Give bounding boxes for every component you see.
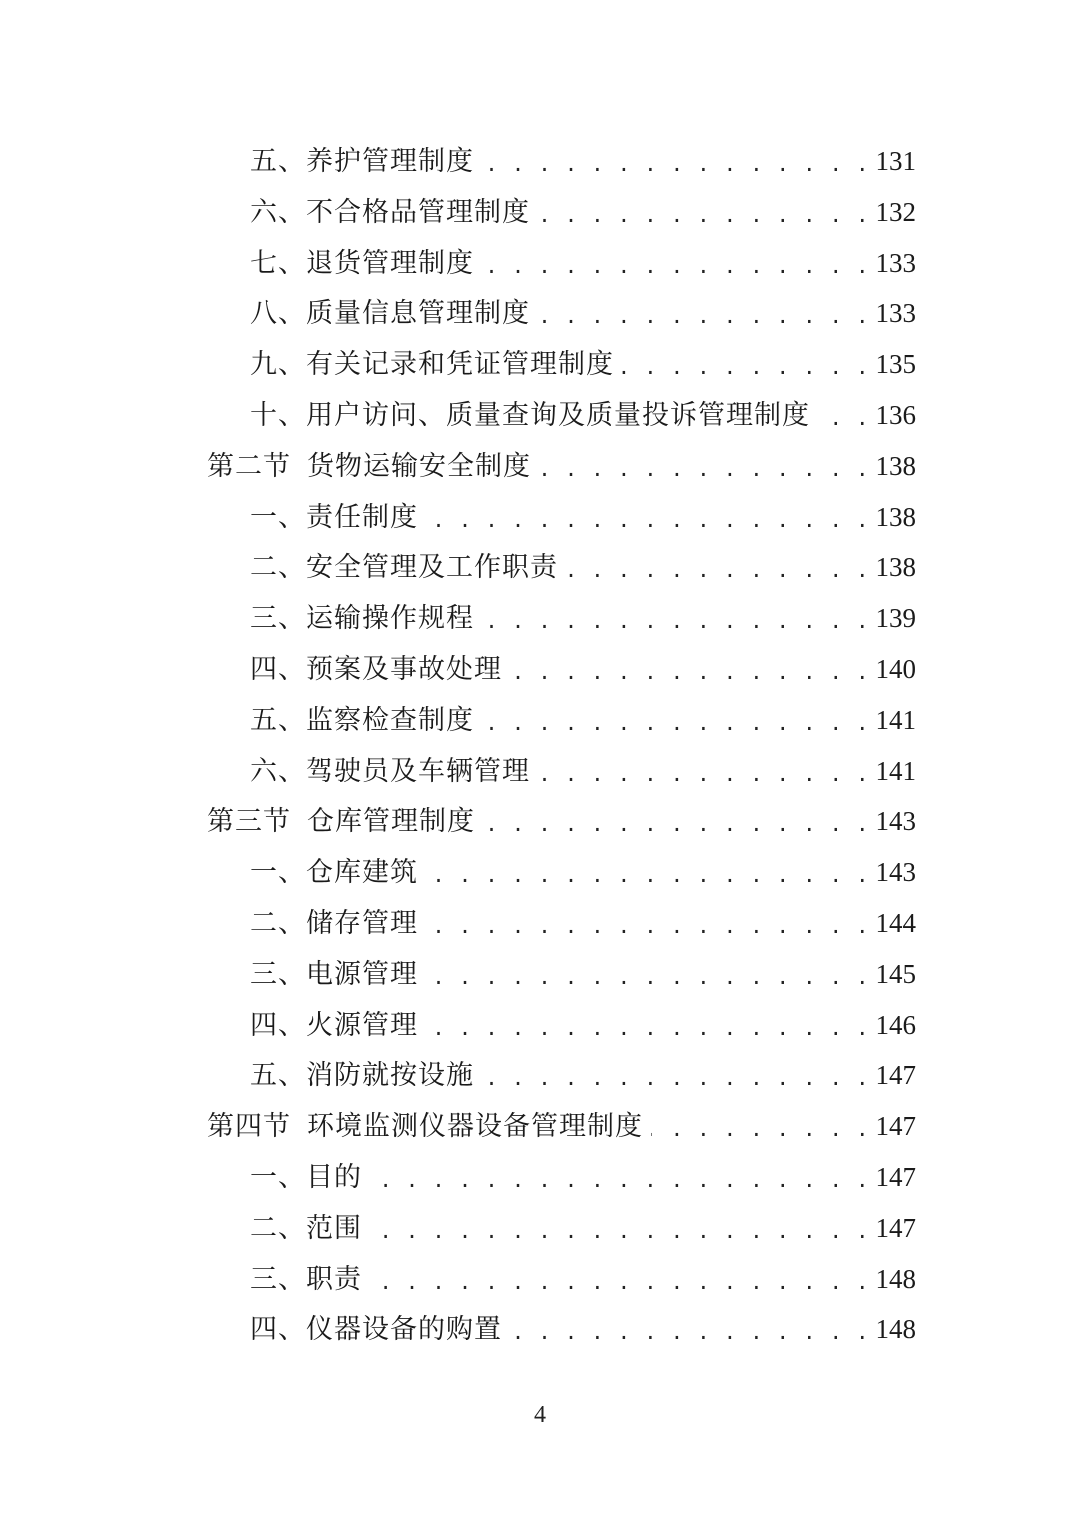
dot-leader: [482, 1050, 870, 1101]
dot-leader: [482, 238, 870, 289]
toc-entry-label: 一、责任制度: [250, 501, 418, 533]
toc-entry-label: 五、监察检查制度: [250, 704, 474, 736]
toc-page-number: 148: [875, 1314, 916, 1345]
toc-page-number: 138: [875, 552, 916, 583]
toc-section-entry: [207, 1101, 916, 1152]
dot-leader: [538, 746, 870, 797]
toc-page-number: 147: [875, 1111, 916, 1142]
dot-leader: [510, 644, 870, 695]
toc-entry: [250, 644, 916, 695]
dot-leader: [426, 492, 870, 543]
toc-entry-title: 环境监测仪器设备管理制度: [307, 1111, 643, 1143]
toc-entry: [250, 695, 916, 746]
toc-page-number: 147: [875, 1212, 916, 1243]
dot-leader: [426, 1000, 870, 1051]
toc-page-number: 138: [875, 450, 916, 481]
toc-entry-label: 三、运输操作规程: [250, 603, 474, 635]
toc-entry: [250, 593, 916, 644]
toc-entry: [250, 187, 916, 238]
toc-entry-label: 四、火源管理: [250, 1009, 418, 1041]
toc-page-number: 132: [875, 196, 916, 227]
toc-entry: [250, 1152, 916, 1203]
toc-entry: [250, 847, 916, 898]
toc-entry: [250, 1254, 916, 1305]
toc-entry: [250, 542, 916, 593]
toc-page-number: 148: [875, 1263, 916, 1294]
dot-leader: [482, 593, 870, 644]
toc-entry-label: 五、养护管理制度: [250, 146, 474, 177]
toc-page-number: 145: [875, 958, 916, 989]
toc-section-number: 第二节: [207, 450, 291, 482]
toc-page-number: 133: [875, 298, 916, 329]
toc-entry: [250, 1304, 916, 1355]
toc-page-number: 141: [875, 704, 916, 735]
toc-entry-label: 七、退货管理制度: [250, 247, 474, 279]
toc-page-number: 143: [875, 806, 916, 837]
toc-entry: [250, 288, 916, 339]
toc-entry: [250, 746, 916, 797]
toc-entry-label: 六、驾驶员及车辆管理: [250, 755, 530, 787]
toc-entry-label: 八、质量信息管理制度: [250, 298, 530, 330]
toc-entry-label: 二、储存管理: [250, 908, 418, 939]
toc-entry-label: 九、有关记录和凭证管理制度: [250, 349, 614, 381]
toc-entry: [250, 390, 916, 441]
toc-entry-label: [207, 1101, 643, 1152]
toc-entry: [250, 1203, 916, 1254]
dot-leader: [818, 390, 870, 441]
toc-entry-label: 二、安全管理及工作职责: [250, 552, 558, 584]
dot-leader: [370, 1254, 870, 1305]
toc-section-number: 第三节: [207, 806, 291, 838]
dot-leader: [538, 288, 870, 339]
toc-page-number: 135: [875, 349, 916, 380]
toc-page-number: 136: [875, 400, 916, 430]
page-number: 4: [534, 1402, 546, 1428]
toc-page-number: 143: [875, 857, 916, 888]
toc-entry: [250, 136, 916, 187]
dot-leader: [483, 796, 870, 847]
toc-entry-label: [207, 796, 475, 847]
dot-leader: [538, 187, 870, 238]
toc-entry-label: 三、电源管理: [250, 958, 418, 990]
toc-page-number: 144: [875, 908, 916, 938]
toc-section-entry: [207, 796, 916, 847]
dot-leader: [426, 898, 870, 949]
toc-entry-label: 一、仓库建筑: [250, 857, 418, 889]
toc-entry: [250, 238, 916, 289]
dot-leader: [482, 695, 870, 746]
toc-page-number: 147: [875, 1162, 916, 1192]
toc-entry-label: 一、目的: [250, 1162, 362, 1193]
toc-entry-label: 四、预案及事故处理: [250, 654, 502, 685]
toc-entry: [250, 1050, 916, 1101]
toc-page-number: 133: [875, 247, 916, 278]
toc-entry: [250, 1000, 916, 1051]
dot-leader: [651, 1101, 870, 1152]
toc-page-number: 131: [875, 146, 916, 176]
toc-entry: [250, 949, 916, 1000]
dot-leader: [622, 339, 870, 390]
toc-entry: [250, 898, 916, 949]
toc-entry-label: [207, 441, 531, 492]
toc-entry-label: 六、不合格品管理制度: [250, 196, 530, 228]
toc-entry-label: 五、消防就按设施: [250, 1060, 474, 1092]
dot-leader: [510, 1304, 870, 1355]
toc-section-entry: [207, 441, 916, 492]
toc-entry-title: 仓库管理制度: [307, 806, 475, 838]
dot-leader: [566, 542, 870, 593]
toc-page-number: 138: [875, 501, 916, 532]
toc-entry-title: 货物运输安全制度: [307, 450, 531, 482]
dot-leader: [482, 136, 870, 187]
dot-leader: [370, 1203, 870, 1254]
toc-entry-label: 二、范围: [250, 1212, 362, 1244]
toc-entry-label: 四、仪器设备的购置: [250, 1314, 502, 1346]
dot-leader: [370, 1152, 870, 1203]
toc-entry: [250, 339, 916, 390]
toc-page-number: 147: [875, 1060, 916, 1091]
toc-entry-label: 三、职责: [250, 1263, 362, 1295]
toc-entry-label: 十、用户访问、质量查询及质量投诉管理制度: [250, 400, 810, 431]
toc-page-number: 139: [875, 603, 916, 634]
toc-page-number: 140: [875, 654, 916, 684]
dot-leader: [426, 847, 870, 898]
dot-leader: [539, 441, 870, 492]
dot-leader: [426, 949, 870, 1000]
toc-entry: [250, 492, 916, 543]
toc-page-number: 146: [875, 1009, 916, 1040]
toc-section-number: 第四节: [207, 1111, 291, 1143]
toc-page-number: 141: [875, 755, 916, 786]
